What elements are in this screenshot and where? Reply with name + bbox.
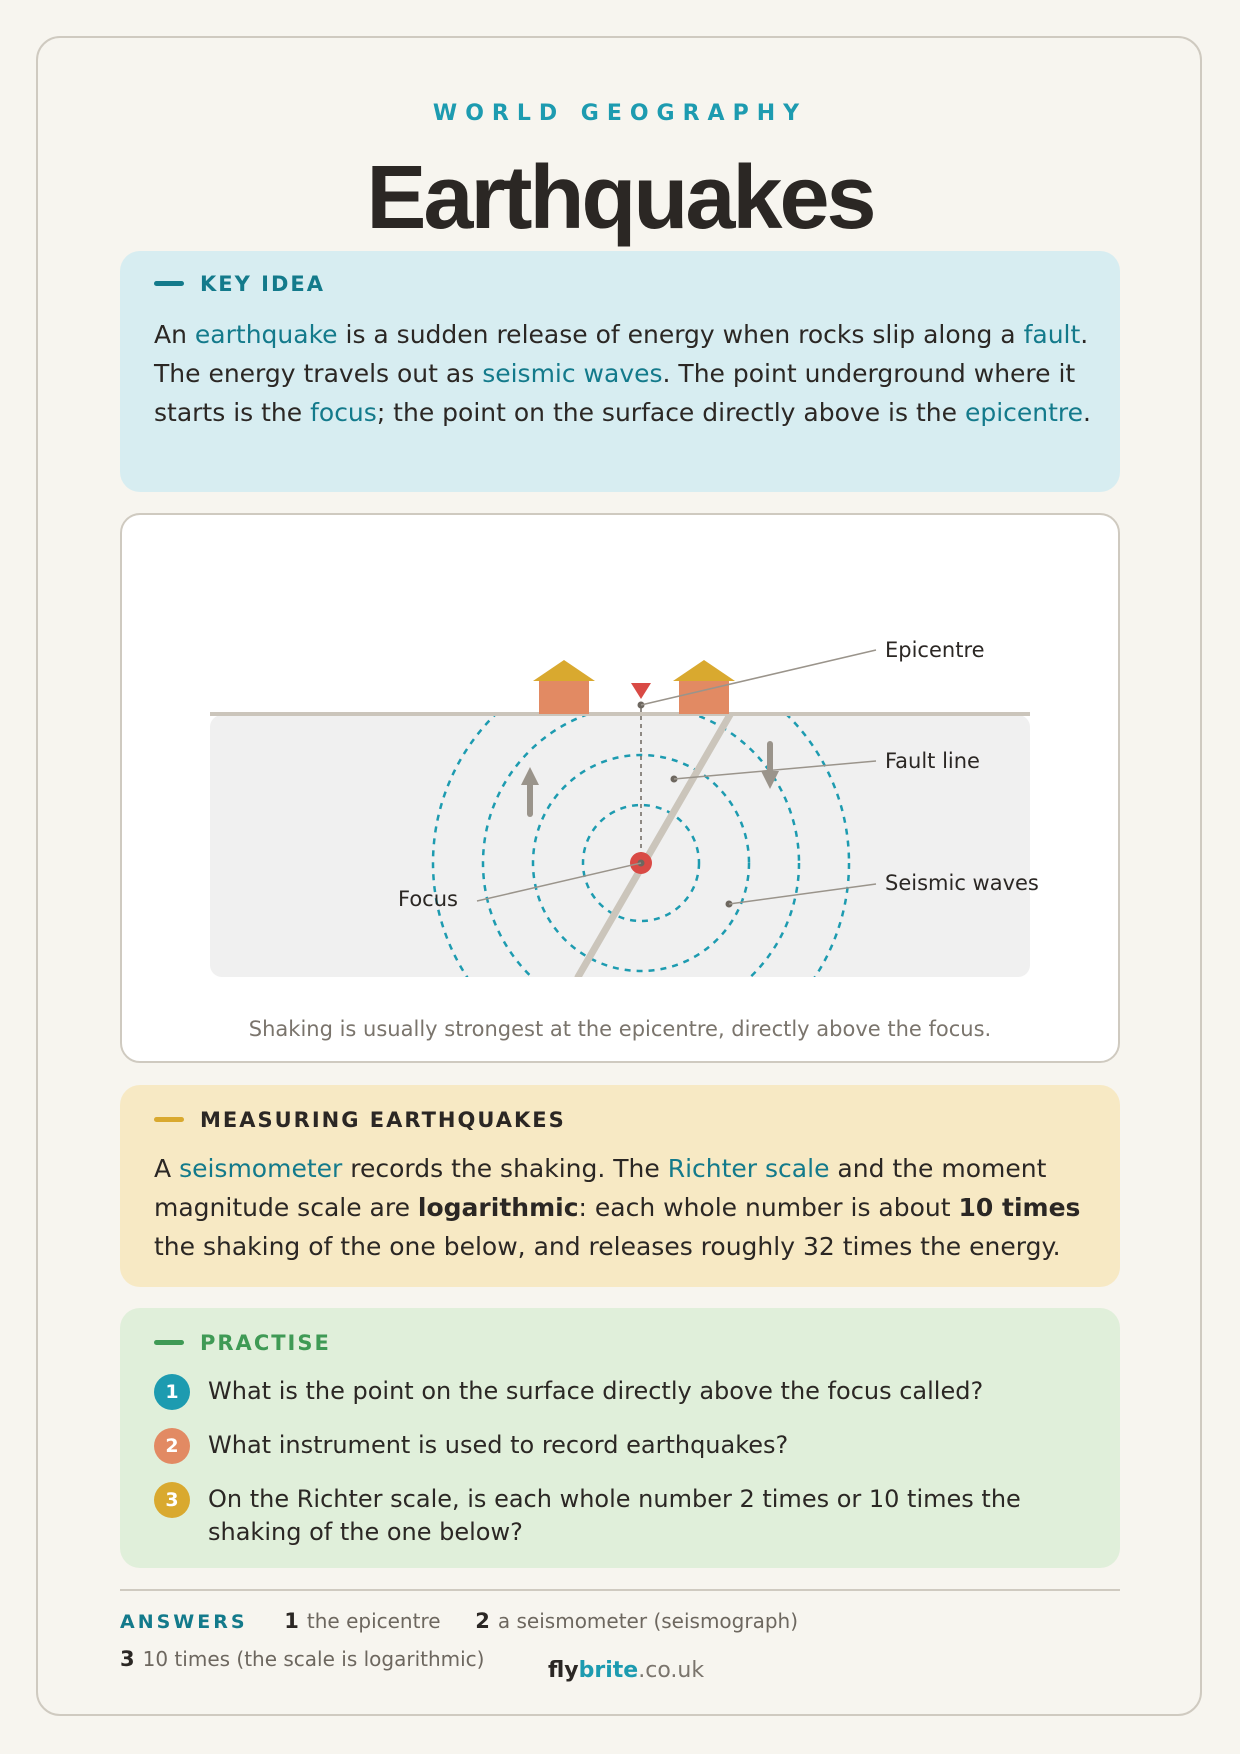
question-item bbox=[154, 1428, 1094, 1462]
heading-bar-icon bbox=[154, 1340, 184, 1345]
label-focus: Focus bbox=[398, 887, 458, 911]
measuring-heading bbox=[154, 1108, 566, 1132]
measuring-text bbox=[154, 1149, 1094, 1266]
heading-bar-icon bbox=[154, 281, 184, 286]
surface-line bbox=[210, 712, 1030, 716]
heading-bar-icon bbox=[154, 1117, 184, 1122]
term-focus: focus bbox=[310, 398, 377, 427]
page-title: Earthquakes bbox=[366, 148, 874, 248]
question-item bbox=[154, 1374, 1094, 1408]
measuring-heading-text: MEASURING EARTHQUAKES bbox=[200, 1108, 566, 1132]
answer-text: 10 times (the scale is logarithmic) bbox=[142, 1647, 485, 1671]
practise-heading-text: PRACTISE bbox=[200, 1331, 331, 1355]
earthquake-diagram bbox=[122, 515, 1118, 1061]
text-segment: . The point underground where it starts is the bbox=[154, 359, 1076, 427]
answer-number: 3 bbox=[120, 1647, 135, 1671]
house-icon bbox=[673, 660, 735, 714]
diagram-card bbox=[120, 513, 1120, 1063]
brand-part: brite bbox=[578, 1658, 639, 1683]
subject-label: WORLD GEOGRAPHY bbox=[432, 101, 808, 126]
label-epicentre: Epicentre bbox=[885, 638, 985, 662]
question-number-badge: 2 bbox=[154, 1428, 190, 1464]
text-segment: the shaking of the one below, and releases roughly 32 times the energy. bbox=[154, 1232, 1061, 1261]
text-segment: . bbox=[1083, 398, 1091, 427]
brand-logo[interactable] bbox=[548, 1658, 704, 1683]
brand-part: fly bbox=[548, 1658, 579, 1683]
term-earthquake: earthquake bbox=[194, 320, 338, 349]
label-seismic-waves: Seismic waves bbox=[885, 871, 1039, 895]
key-idea-heading bbox=[154, 272, 325, 296]
key-idea-text bbox=[154, 315, 1094, 432]
epicentre-marker-icon bbox=[631, 683, 651, 699]
answers-line-1 bbox=[120, 1609, 798, 1633]
label-fault-line: Fault line bbox=[885, 749, 980, 773]
brand-part: .co.uk bbox=[638, 1658, 705, 1683]
answers-divider bbox=[120, 1589, 1120, 1591]
text-segment: : each whole number is about bbox=[578, 1193, 959, 1222]
answer-number: 2 bbox=[475, 1609, 490, 1633]
diagram-caption: Shaking is usually strongest at the epicentre, directly above the focus. bbox=[248, 1017, 992, 1041]
house-icon bbox=[533, 660, 595, 714]
answer-number: 1 bbox=[284, 1609, 299, 1633]
term-10-times: 10 times bbox=[958, 1193, 1081, 1222]
question-text: On the Richter scale, is each whole number 2 times or 10 times the shaking of the one below? bbox=[208, 1485, 1021, 1546]
question-number-badge: 1 bbox=[154, 1374, 190, 1410]
text-segment: records the shaking. The bbox=[342, 1154, 668, 1183]
term-logarithmic: logarithmic bbox=[417, 1193, 579, 1222]
answers-label: ANSWERS bbox=[120, 1611, 248, 1633]
question-text: What instrument is used to record earthquakes? bbox=[208, 1431, 789, 1459]
text-segment: . The energy travels out as bbox=[154, 320, 1089, 388]
epicentre-leader bbox=[641, 650, 876, 705]
text-segment: and the moment magnitude scale are bbox=[154, 1154, 1047, 1222]
text-segment: A bbox=[154, 1154, 180, 1183]
key-idea-heading-text: KEY IDEA bbox=[200, 272, 325, 296]
answer-text: a seismometer (seismograph) bbox=[497, 1609, 799, 1633]
text-segment: is a sudden release of energy when rocks slip along a bbox=[337, 320, 1024, 349]
answers-line-2 bbox=[120, 1647, 484, 1671]
term-seismometer: seismometer bbox=[179, 1154, 343, 1183]
term-richter-scale: Richter scale bbox=[667, 1154, 830, 1183]
practise-heading bbox=[154, 1331, 331, 1355]
text-segment: ; the point on the surface directly above is the bbox=[376, 398, 965, 427]
answer-text: the epicentre bbox=[306, 1609, 441, 1633]
question-number-badge: 3 bbox=[154, 1482, 190, 1518]
question-item bbox=[154, 1482, 1034, 1549]
term-epicentre: epicentre bbox=[964, 398, 1084, 427]
term-fault: fault bbox=[1023, 320, 1081, 349]
term-seismic-waves: seismic waves bbox=[482, 359, 663, 388]
question-text: What is the point on the surface directly above the focus called? bbox=[208, 1377, 984, 1405]
text-segment: An bbox=[154, 320, 195, 349]
